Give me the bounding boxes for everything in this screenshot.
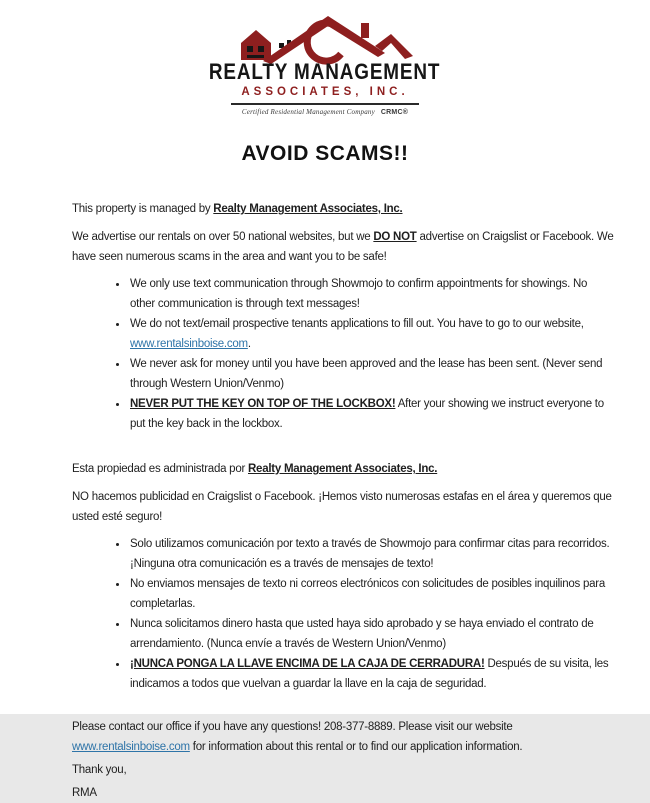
company-logo xyxy=(0,0,650,116)
list-item xyxy=(128,274,614,314)
page-title: AVOID SCAMS!! xyxy=(241,142,409,165)
managed-prefix-es: Esta propiedad es administrada por xyxy=(72,463,248,475)
bullet-text: We do not text/email prospective tenants applications to fill out. You have to go to our website, xyxy=(130,318,584,330)
brand-divider xyxy=(231,103,419,105)
paragraph-contact xyxy=(72,717,614,757)
lockbox-warning-es: ¡NUNCA PONGA LA LLAVE ENCIMA DE LA CAJA DE CERRADURA! xyxy=(130,658,485,670)
list-item xyxy=(128,394,614,434)
paragraph-advertise-es xyxy=(72,487,614,527)
crmc-mark: CRMC® xyxy=(380,109,409,116)
bullet-text: After your showing we instruct everyone to put the key back in the lockbox. xyxy=(130,398,604,430)
tagline-text: Certified Residential Management Company xyxy=(241,108,375,116)
brand-name-line2: ASSOCIATES, INC. xyxy=(241,86,409,98)
paragraph-advertise-en xyxy=(72,227,614,267)
brand-tagline xyxy=(0,108,650,116)
bullet-text: We only use text communication through Showmojo to confirm appointments for showings. No other communication is through text messages! xyxy=(130,278,588,310)
signature: RMA xyxy=(72,787,97,799)
contact-part1: Please contact our office if you have any questions! 208-377-8889. Please visit our website xyxy=(72,721,513,733)
bullet-text: Nunca solicitamos dinero hasta que usted haya sido aprobado y se haya enviado el contrato de arrendamiento. (Nunca envíe a través de Western Union/Venmo) xyxy=(130,618,594,650)
list-item xyxy=(128,614,614,654)
rentalsinboise-link-footer[interactable]: www.rentalsinboise.com xyxy=(72,741,190,753)
paragraph-managed-by-en xyxy=(72,199,614,219)
contact-part2: for information about this rental or to find our application information. xyxy=(189,741,523,753)
list-item xyxy=(128,654,614,694)
advertise-part1-en: We advertise our rentals on over 50 national websites, but we xyxy=(72,231,374,243)
bullet-list-es xyxy=(72,534,614,694)
lockbox-warning-en: NEVER PUT THE KEY ON TOP OF THE LOCKBOX! xyxy=(130,398,396,410)
bullet-text: We never ask for money until you have been approved and the lease has been sent. (Never send through Western Union/Venmo) xyxy=(130,358,603,390)
do-not-emphasis: DO NOT xyxy=(373,231,417,243)
rentalsinboise-link[interactable]: www.rentalsinboise.com xyxy=(130,338,248,350)
paragraph-managed-by-es xyxy=(72,459,614,479)
bullet-text: Solo utilizamos comunicación por texto a través de Showmojo para confirmar citas para recorridos. ¡Ninguna otra comunicación es a través de mensajes de texto! xyxy=(130,538,610,570)
letter-body xyxy=(0,199,650,803)
bullet-text: No enviamos mensajes de texto ni correos electrónicos con solicitudes de posibles inquilinos para completarlas. xyxy=(130,578,605,610)
list-item xyxy=(128,314,614,354)
company-name-es: Realty Management Associates, Inc. xyxy=(248,463,438,475)
brand-name-line1: REALTY MANAGEMENT xyxy=(209,59,441,84)
bullet-text: . xyxy=(247,338,251,350)
company-name-en: Realty Management Associates, Inc. xyxy=(213,203,403,215)
list-item xyxy=(128,534,614,574)
advertise-text-es: NO hacemos publicidad en Craigslist o Facebook. ¡Hemos visto numerosas estafas en el área y queremos que usted esté seguro! xyxy=(72,491,612,523)
closing-thanks: Thank you, xyxy=(72,764,127,776)
bullet-list-en xyxy=(72,274,614,434)
list-item xyxy=(128,354,614,394)
rooftops-logo-icon xyxy=(235,12,415,62)
managed-prefix-en: This property is managed by xyxy=(72,203,214,215)
advertise-part2-en: advertise on Craigslist or Facebook. We have seen numerous scams in the area and want you to be safe! xyxy=(72,231,614,263)
list-item xyxy=(128,574,614,614)
bullet-text: Después de su visita, les indicamos a todos que vuelvan a guardar la llave en la caja de seguridad. xyxy=(130,658,609,690)
